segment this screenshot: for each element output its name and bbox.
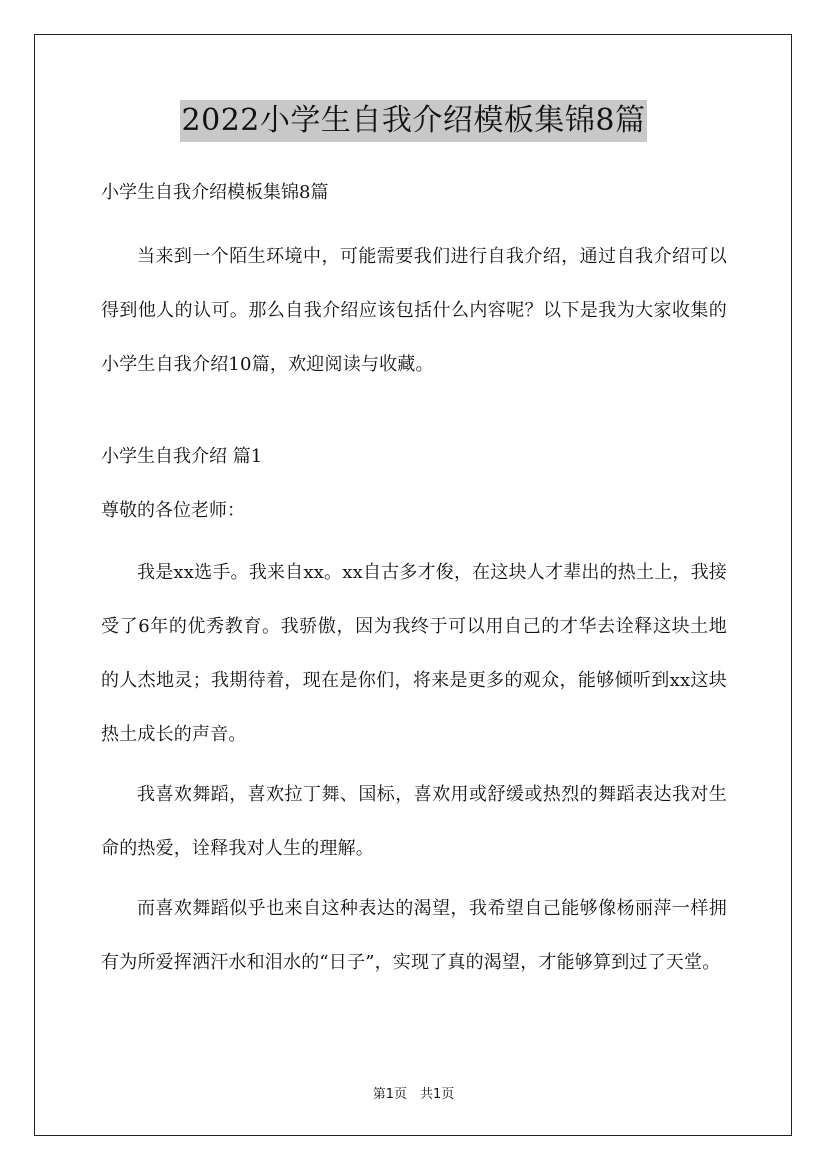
page-number-label: 第1页 共1页 (372, 1087, 455, 1102)
body-paragraph-1: 我是xx选手。我来自xx。xx自古多才俊，在这块人才辈出的热土上，我接受了6年的优秀教育。我骄傲，因为我终于可以用自己的才华去诠释这块土地的人杰地灵；我期待着，现在是你们，将来是更多的观众，能够倾听到xx这块热土成长的声音。 (101, 562, 727, 745)
page-footer (0, 1083, 827, 1102)
body-paragraph-2: 我喜欢舞蹈，喜欢拉丁舞、国标，喜欢用或舒缓或热烈的舞蹈表达我对生命的热爱，诠释我对人生的理解。 (101, 784, 727, 859)
salutation: 尊敬的各位老师： (101, 500, 245, 521)
document-title: 2022小学生自我介绍模板集锦8篇 (180, 100, 648, 142)
intro-paragraph: 当来到一个陌生环境中，可能需要我们进行自我介绍，通过自我介绍可以得到他人的认可。那么自我介绍应该包括什么内容呢？以下是我为大家收集的小学生自我介绍10篇，欢迎阅读与收藏。 (101, 246, 727, 375)
section-heading: 小学生自我介绍 篇1 (101, 446, 263, 467)
document-body (101, 176, 727, 990)
body-paragraph-3: 而喜欢舞蹈似乎也来自这种表达的渴望，我希望自己能够像杨丽萍一样拥有为所爱挥洒汗水和泪水的“日子”，实现了真的渴望，才能够算到过了天堂。 (101, 898, 727, 973)
document-subtitle: 小学生自我介绍模板集锦8篇 (101, 182, 329, 203)
title-area (0, 100, 827, 142)
